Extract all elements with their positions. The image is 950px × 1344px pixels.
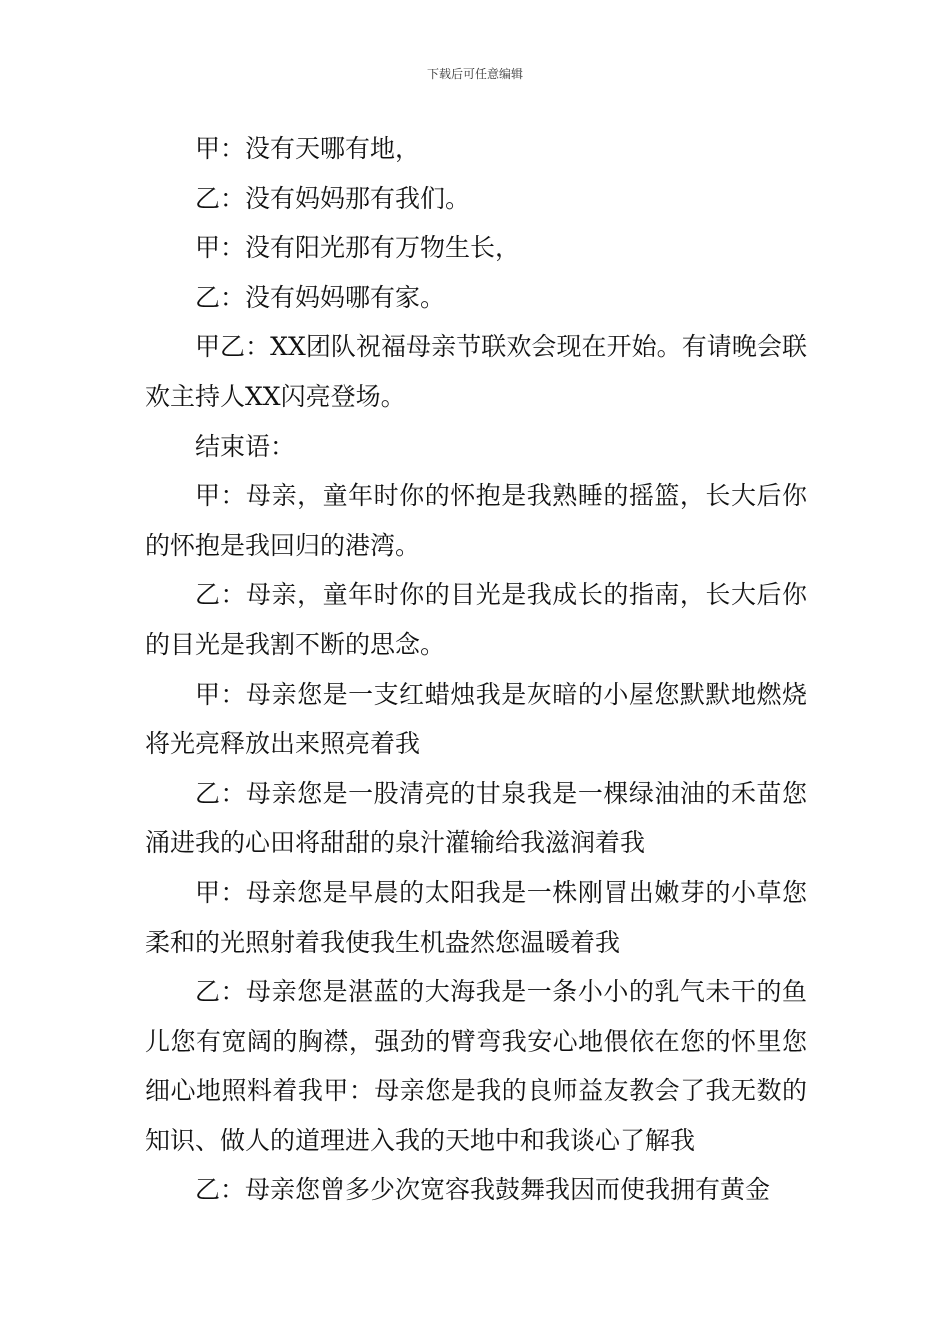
paragraph: 乙：母亲您是一股清亮的甘泉我是一棵绿油油的禾苗您涌进我的心田将甜甜的泉汁灌输给我滋润着我 xyxy=(145,778,807,858)
paragraph: 甲乙：XX团队祝福母亲节联欢会现在开始。有请晚会联欢主持人XX闪亮登场。 xyxy=(145,332,807,411)
paragraph: 甲：母亲您是一支红蜡烛我是灰暗的小屋您默默地燃烧将光亮释放出来照亮着我 xyxy=(145,679,807,759)
paragraph: 乙：没有妈妈那有我们。 xyxy=(195,183,471,213)
paragraph: 乙：母亲您曾多少次宽容我鼓舞我因而使我拥有黄金 xyxy=(195,1175,771,1205)
section-heading: 结束语： xyxy=(195,431,296,461)
document-body xyxy=(145,124,807,1215)
paragraph: 甲：母亲，童年时你的怀抱是我熟睡的摇篮，长大后你的怀抱是我回归的港湾。 xyxy=(145,481,807,560)
paragraph: 甲：没有天哪有地， xyxy=(195,134,421,163)
page-header: 下载后可任意编辑 xyxy=(426,67,523,81)
paragraph: 乙：没有妈妈哪有家。 xyxy=(195,282,446,312)
paragraph: 乙：母亲您是湛蓝的大海我是一条小小的乳气未干的鱼儿您有宽阔的胸襟，强劲的臂弯我安心地偎依在您的怀里您细心地照料着我甲：母亲您是我的良师益友教会了我无数的知识、做人的道理进入我的天地中和我谈心了解我 xyxy=(145,977,807,1155)
paragraph: 甲：母亲您是早晨的太阳我是一株刚冒出嫩芽的小草您柔和的光照射着我使我生机盎然您温暖着我 xyxy=(145,877,807,957)
paragraph: 乙：母亲，童年时你的目光是我成长的指南，长大后你的目光是我割不断的思念。 xyxy=(145,580,807,659)
paragraph: 甲：没有阳光那有万物生长， xyxy=(195,233,521,263)
